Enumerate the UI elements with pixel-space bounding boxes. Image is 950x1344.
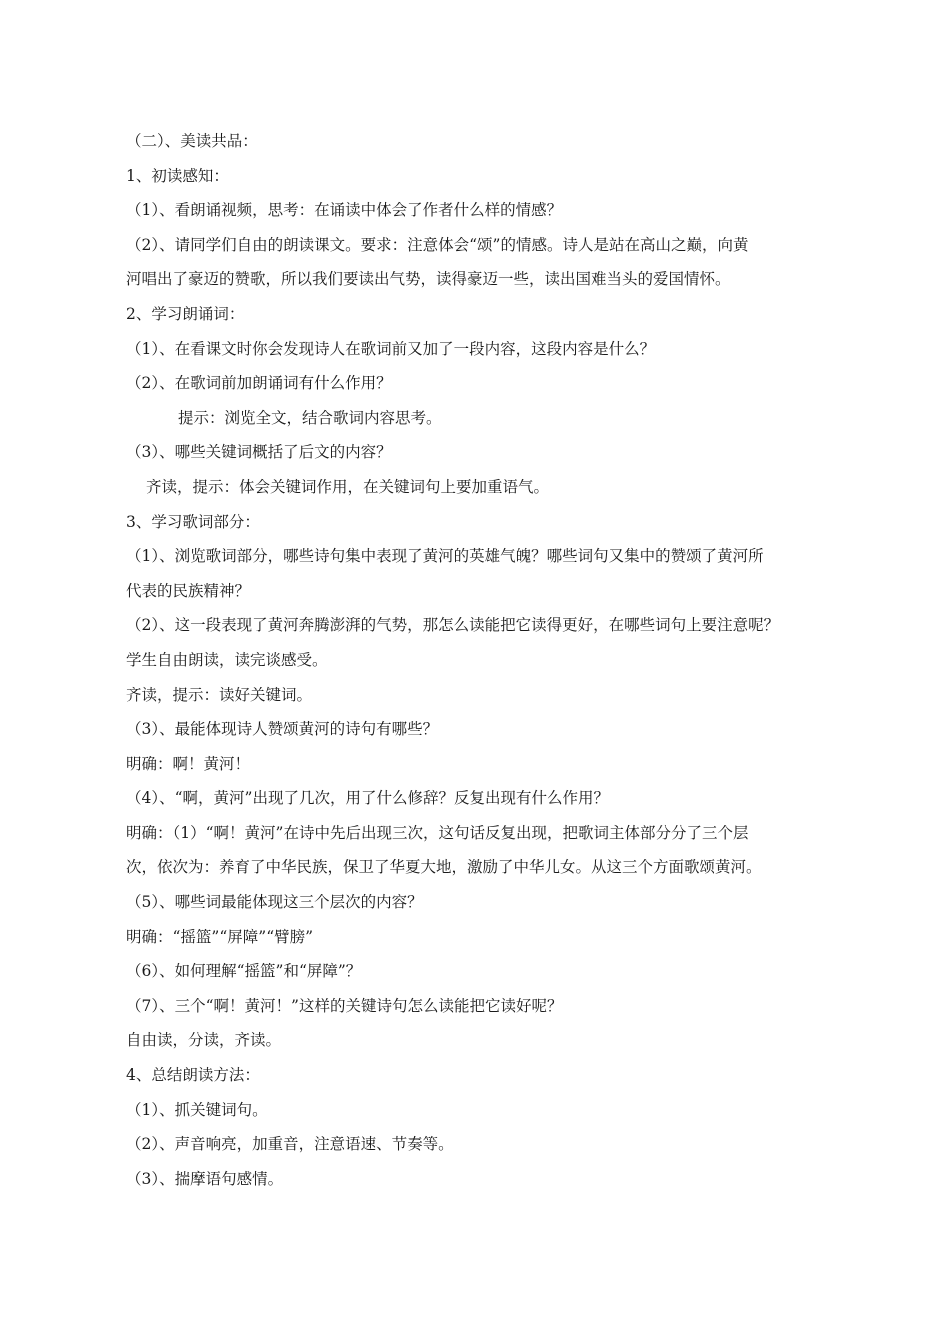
paragraph-line: （4）、“啊，黄河”出现了几次，用了什么修辞？反复出现有什么作用？ [126,789,609,808]
hint-line: 提示：浏览全文，结合歌词内容思考。 [178,408,442,427]
paragraph-line: （3）、揣摩语句感情。 [126,1169,284,1188]
paragraph-line: 明确：啊！黄河！ [126,754,251,773]
paragraph-line: （7）、三个“啊！黄河！”这样的关键诗句怎么读能把它读好呢？ [126,996,563,1015]
subsection-heading-4: 4、总结朗读方法： [126,1066,260,1085]
section-heading: （二）、美读共品： [126,132,258,150]
paragraph-line: （6）、如何理解“摇篮”和“屏障”？ [126,962,362,981]
paragraph-line: 河唱出了豪迈的赞歌，所以我们要读出气势，读得豪迈一些，读出国难当头的爱国情怀。 [126,270,731,289]
paragraph-line: （1）、看朗诵视频，思考：在诵读中体会了作者什么样的情感？ [126,201,563,220]
paragraph-line: 明确：“摇篮”“屏障”“臂膀” [126,927,314,946]
paragraph-line: （2）、声音响亮，加重音，注意语速、节奏等。 [126,1135,454,1154]
paragraph-line: （1）、在看课文时你会发现诗人在歌词前又加了一段内容，这段内容是什么？ [126,339,656,358]
hint-line: 齐读，提示：体会关键词作用，在关键词句上要加重语气。 [146,477,550,496]
paragraph-line: 自由读，分读，齐读。 [126,1031,282,1050]
paragraph-line: （1）、抓关键词句。 [126,1100,268,1119]
paragraph-line: 学生自由朗读，读完谈感受。 [126,650,328,669]
paragraph-line: （2）、在歌词前加朗诵词有什么作用？ [126,374,392,393]
subsection-heading-2: 2、学习朗诵词： [126,304,245,323]
paragraph-line: （1）、浏览歌词部分，哪些诗句集中表现了黄河的英雄气魄？哪些词句又集中的赞颂了黄河所 [126,547,764,566]
paragraph-line: （5）、哪些词最能体现这三个层次的内容？ [126,893,423,912]
subsection-heading-3: 3、学习歌词部分： [126,512,260,531]
subsection-heading-1: 1、初读感知： [126,166,229,185]
paragraph-line: （2）、这一段表现了黄河奔腾澎湃的气势，那怎么读能把它读得更好，在哪些词句上要注意呢？ [126,616,780,635]
paragraph-line: 代表的民族精神？ [126,581,251,600]
paragraph-line: （3）、哪些关键词概括了后文的内容？ [126,443,392,462]
document-page [126,124,836,1196]
paragraph-line: 齐读，提示：读好关键词。 [126,685,313,704]
paragraph-line: （3）、最能体现诗人赞颂黄河的诗句有哪些？ [126,720,439,739]
paragraph-line: （2）、请同学们自由的朗读课文。要求：注意体会“颂”的情感。诗人是站在高山之巅，向黄 [126,235,749,254]
paragraph-line: 次，依次为：养育了中华民族，保卫了华夏大地，激励了中华儿女。从这三个方面歌颂黄河。 [126,858,762,877]
paragraph-line: 明确：（1）“啊！黄河”在诗中先后出现三次，这句话反复出现，把歌词主体部分分了三个层 [126,823,749,842]
